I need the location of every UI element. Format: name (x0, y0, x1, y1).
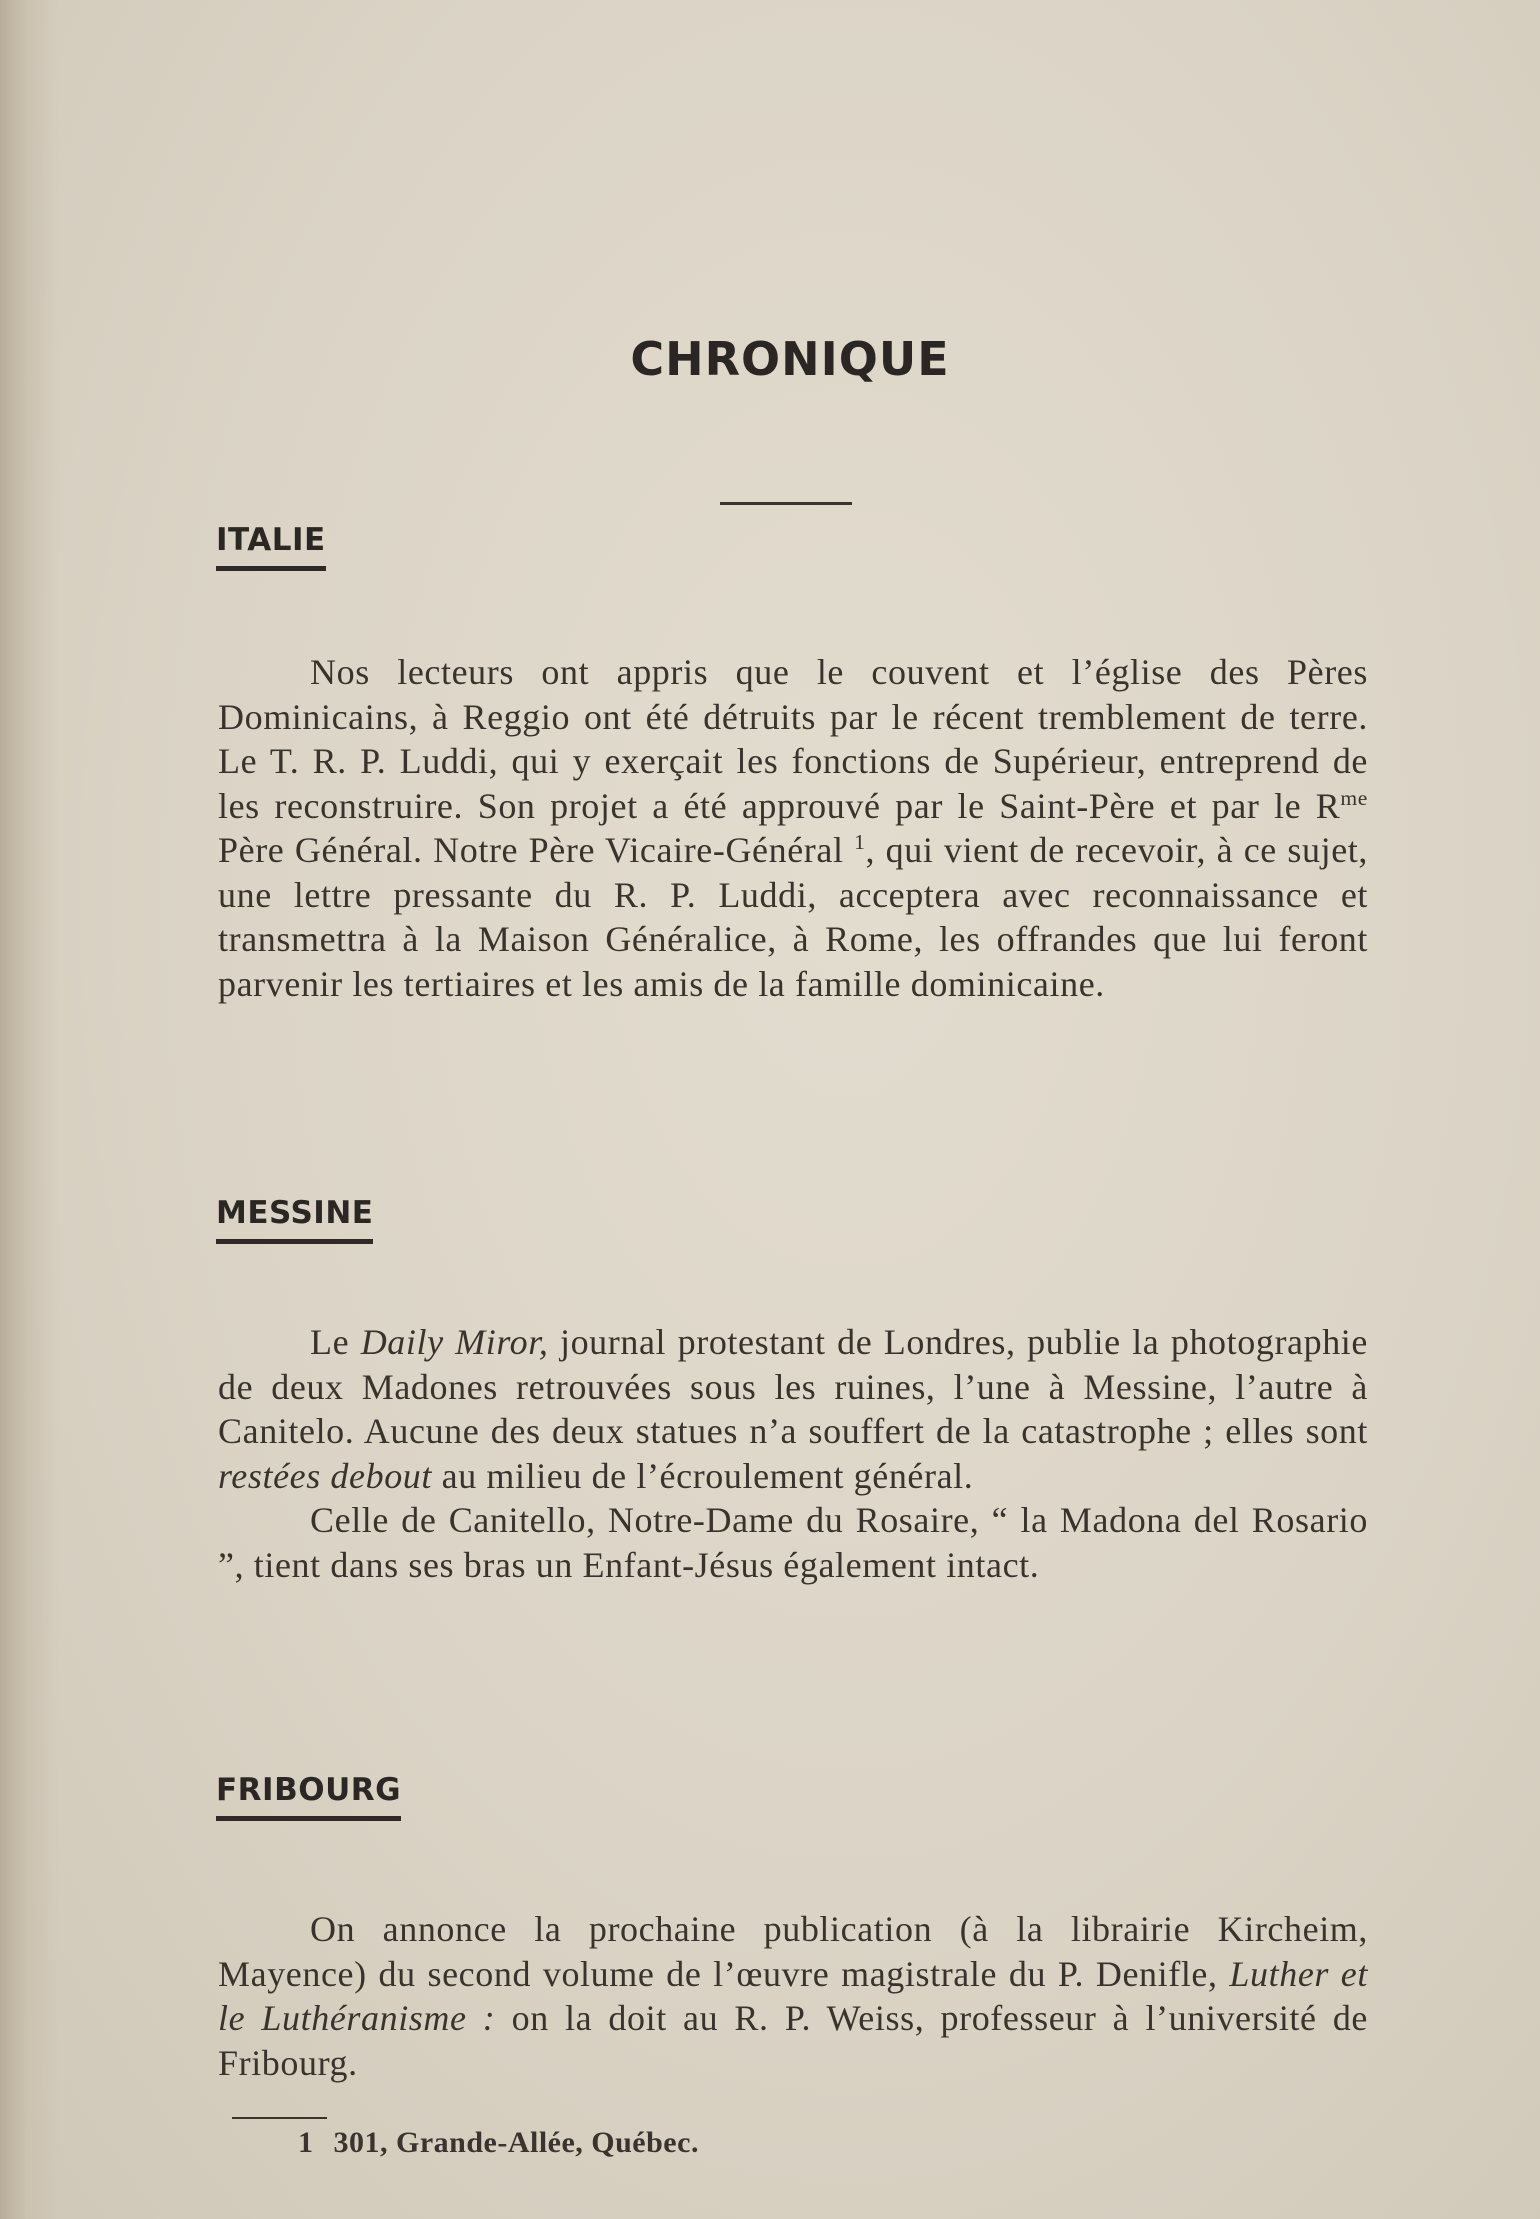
section-heading-fribourg-label: FRIBOURG (216, 1772, 402, 1808)
paragraph-text: Père Général. Notre Père Vicaire-Général (218, 830, 855, 870)
paragraph-messine-2: Celle de Canitello, Notre-Dame du Rosaire, “ la Madona del Rosario ”, tient dans ses bras un Enfant-Jésus également intact. (218, 1500, 1368, 1585)
footnote (298, 2126, 699, 2160)
paragraph-text: Le (310, 1322, 361, 1362)
paragraph-text: journal protestant de Londres, publie la photographie de deux Madones retrouvées sous les ruines, l’une à Messine, l’autre à Canitelo. Aucune des deux statues n’a souffert de la catastrophe ; elles sont (218, 1322, 1368, 1451)
title-rule (720, 502, 852, 505)
superscript-me: me (1340, 785, 1368, 810)
paragraph-italie-1 (218, 650, 1368, 1006)
page-title: CHRONIQUE (630, 332, 950, 386)
paragraph-fribourg-1 (218, 1907, 1368, 2085)
footnote-reference: 1 (854, 830, 866, 854)
section-heading-fribourg-underline (216, 1816, 401, 1821)
paragraph-text: Nos lecteurs ont appris que le couvent et l’église des Pères Dominicains, à Reggio ont été détruits par le récent tremblement de terre. Le T. R. P. Luddi, qui y exerçait les fonctions de Supérieur, entreprend de les reconstruire. Son projet a été approuvé par le Saint-Père et par le R (218, 652, 1368, 826)
footnote-text: 301, Grande-Allée, Québec. (333, 2126, 699, 2159)
italic-phrase: restées debout (218, 1455, 433, 1496)
section-heading-messine (216, 1195, 373, 1244)
paragraph-text: On annonce la prochaine publication (à la librairie Kircheim, Mayence) du second volume de l’œuvre magistrale du P. Denifle, (218, 1909, 1368, 1994)
paragraph-fribourg (218, 1907, 1368, 2085)
section-heading-italie (216, 522, 326, 571)
section-heading-italie-label: ITALIE (216, 522, 326, 558)
italic-book-title: Luther et le Luthéranisme : (218, 1953, 1368, 2038)
paragraph-text: au milieu de l’écroulement général. (432, 1455, 974, 1496)
footnote-marker: 1 (298, 2126, 314, 2159)
footnote-rule (232, 2117, 327, 2119)
paragraph-messine (218, 1320, 1368, 1587)
paragraph-text: on la doit au R. P. Weiss, professeur à l’université de Fribourg. (218, 1998, 1368, 2083)
paragraph-italie (218, 650, 1368, 1006)
section-heading-messine-underline (216, 1239, 373, 1244)
italic-newspaper-title: Daily Miror, (360, 1322, 549, 1362)
section-heading-fribourg (216, 1772, 401, 1821)
paragraph-text: , qui vient de recevoir, à ce sujet, une lettre pressante du R. P. Luddi, acceptera avec reconnaissance et transmettra à la Maison Généralice, à Rome, les offrandes que lui feront parvenir les tertiaires et les amis de la famille dominicaine. (218, 830, 1368, 1004)
section-heading-messine-label: MESSINE (216, 1195, 374, 1231)
section-heading-italie-underline (216, 566, 326, 571)
paragraph-messine-1 (218, 1320, 1368, 1498)
